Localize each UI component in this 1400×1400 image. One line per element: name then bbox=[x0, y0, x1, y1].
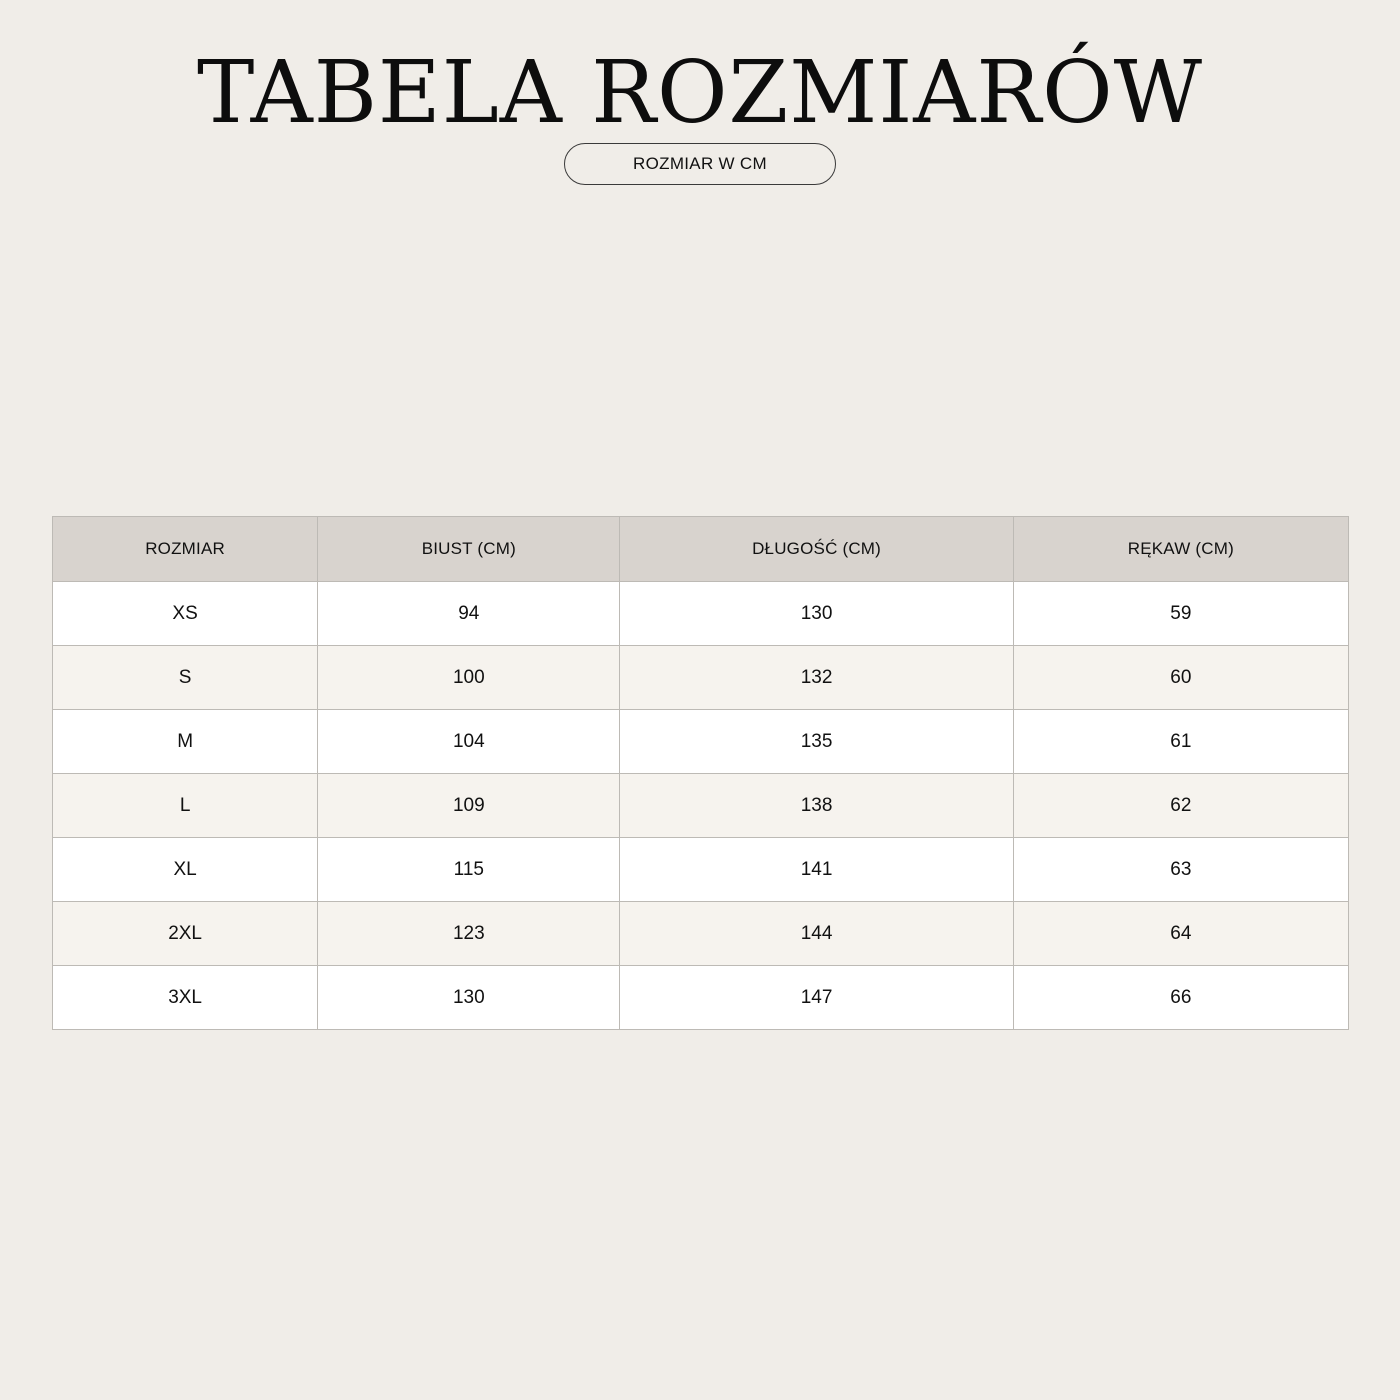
table-row bbox=[53, 646, 1349, 710]
table-row bbox=[53, 582, 1349, 646]
table-row bbox=[53, 838, 1349, 902]
cell-sleeve: 64 bbox=[1013, 902, 1348, 966]
cell-length: 141 bbox=[620, 838, 1013, 902]
cell-sleeve: 62 bbox=[1013, 774, 1348, 838]
page-title: TABELA ROZMIARÓW bbox=[196, 43, 1204, 143]
cell-length: 144 bbox=[620, 902, 1013, 966]
column-header-bust: BIUST (CM) bbox=[318, 517, 620, 582]
cell-length: 135 bbox=[620, 710, 1013, 774]
column-header-length: DŁUGOŚĆ (CM) bbox=[620, 517, 1013, 582]
unit-badge: ROZMIAR W CM bbox=[564, 143, 836, 185]
cell-size: 2XL bbox=[53, 902, 318, 966]
cell-bust: 100 bbox=[318, 646, 620, 710]
cell-length: 130 bbox=[620, 582, 1013, 646]
cell-sleeve: 63 bbox=[1013, 838, 1348, 902]
column-header-size: ROZMIAR bbox=[53, 517, 318, 582]
cell-length: 147 bbox=[620, 966, 1013, 1030]
cell-bust: 115 bbox=[318, 838, 620, 902]
cell-length: 132 bbox=[620, 646, 1013, 710]
cell-length: 138 bbox=[620, 774, 1013, 838]
cell-bust: 94 bbox=[318, 582, 620, 646]
table-header-row bbox=[53, 517, 1349, 582]
cell-bust: 109 bbox=[318, 774, 620, 838]
cell-bust: 104 bbox=[318, 710, 620, 774]
cell-size: XL bbox=[53, 838, 318, 902]
cell-sleeve: 66 bbox=[1013, 966, 1348, 1030]
cell-size: S bbox=[53, 646, 318, 710]
cell-size: XS bbox=[53, 582, 318, 646]
size-table bbox=[52, 516, 1349, 1030]
cell-bust: 123 bbox=[318, 902, 620, 966]
cell-sleeve: 60 bbox=[1013, 646, 1348, 710]
table-row bbox=[53, 710, 1349, 774]
cell-size: L bbox=[53, 774, 318, 838]
cell-sleeve: 59 bbox=[1013, 582, 1348, 646]
cell-size: M bbox=[53, 710, 318, 774]
table-row bbox=[53, 966, 1349, 1030]
cell-sleeve: 61 bbox=[1013, 710, 1348, 774]
table-row bbox=[53, 902, 1349, 966]
cell-size: 3XL bbox=[53, 966, 318, 1030]
cell-bust: 130 bbox=[318, 966, 620, 1030]
column-header-sleeve: RĘKAW (CM) bbox=[1013, 517, 1348, 582]
table-row bbox=[53, 774, 1349, 838]
